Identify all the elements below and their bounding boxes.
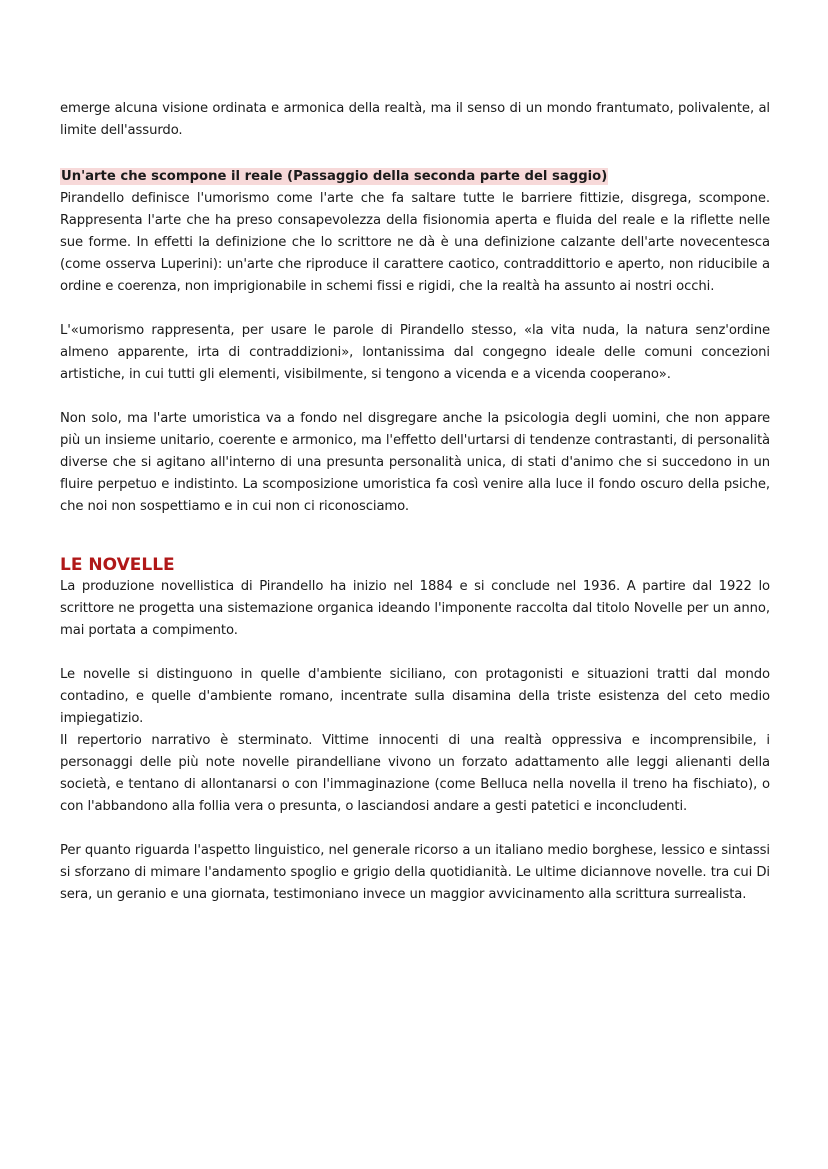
section-heading-highlighted: Un'arte che scompone il reale (Passaggio della seconda parte del saggio) bbox=[61, 169, 608, 184]
intro-paragraph: emerge alcuna visione ordinata e armonica della realtà, ma il senso di un mondo frantumato, polivalente, al limite dell'assurdo. bbox=[60, 101, 770, 138]
spacer bbox=[60, 818, 770, 840]
paragraph-umorismo-psicologia: Non solo, ma l'arte umoristica va a fondo nel disgregare anche la psicologia degli uomini, che non appare più un insieme unitario, coerente e armonico, ma l'effetto dell'urtarsi di tendenze contrastanti, di personalità diverse che si agitano all'interno di una presunta personalità unica, di stati d'animo che si succedono in un fluire perpetuo e indistinto. La scomposizione umoristica fa così venire alla luce il fondo oscuro della psiche, che noi non sospettiamo e in cui non ci riconosciamo. bbox=[60, 411, 770, 514]
section-novelle bbox=[60, 554, 770, 906]
spacer bbox=[60, 518, 770, 554]
spacer bbox=[60, 298, 770, 320]
section-heading-wrapper bbox=[60, 164, 770, 188]
paragraph-novelle-ambienti: Le novelle si distinguono in quelle d'ambiente siciliano, con protagonisti e situazioni tratti dal mondo contadino, e quelle d'ambiente romano, incentrate sulla disamina della triste esistenza del ceto medio impiegatizio. bbox=[60, 667, 770, 726]
section-title-novelle: LE NOVELLE bbox=[60, 555, 175, 575]
spacer bbox=[60, 386, 770, 408]
paragraph-novelle-linguistico: Per quanto riguarda l'aspetto linguistico, nel generale ricorso a un italiano medio borghese, lessico e sintassi si sforzano di mimare l'andamento spoglio e grigio della quotidianità. Le ultime diciannove novelle. tra cui Di sera, un geranio e una giornata, testimoniano invece un maggior avvicinamento alla scrittura surrealista. bbox=[60, 843, 770, 902]
section-umorismo bbox=[60, 164, 770, 518]
paragraph-umorismo-quote: L'«umorismo rappresenta, per usare le parole di Pirandello stesso, «la vita nuda, la natura senz'ordine almeno apparente, irta di contraddizioni», lontanissima dal congegno ideale delle comuni concezioni artistiche, in cui tutti gli elementi, visibilmente, si tengono a vicenda e a vicenda cooperano». bbox=[60, 323, 770, 382]
document-page bbox=[60, 98, 770, 906]
paragraph-umorismo-definition: Pirandello definisce l'umorismo come l'arte che fa saltare tutte le barriere fittizie, disgrega, scompone. Rappresenta l'arte che ha preso consapevolezza della fisionomia aperta e fluida del reale e la riflette nelle sue forme. In effetti la definizione che lo scrittore ne dà è una definizione calzante dell'arte novecentesca (come osserva Luperini): un'arte che riproduce il carattere caotico, contraddittorio e aperto, non riducibile a ordine e coerenza, non imprigionabile in schemi fissi e rigidi, che la realtà ha assunto ai nostri occhi. bbox=[60, 191, 770, 294]
paragraph-novelle-repertorio: Il repertorio narrativo è sterminato. Vittime innocenti di una realtà oppressiva e incomprensibile, i personaggi delle più note novelle pirandelliane vivono un forzato adattamento alle leggi alienanti della società, e tentano di allontanarsi o con l'immaginazione (come Belluca nella novella il treno ha fischiato), o con l'abbandono alla follia vera o presunta, o lasciandosi andare a gesti patetici e inconcludenti. bbox=[60, 733, 770, 814]
spacer bbox=[60, 142, 770, 164]
spacer bbox=[60, 642, 770, 664]
paragraph-novelle-produzione: La produzione novellistica di Pirandello ha inizio nel 1884 e si conclude nel 1936. A partire dal 1922 lo scrittore ne progetta una sistemazione organica ideando l'imponente raccolta dal titolo Novelle per un anno, mai portata a compimento. bbox=[60, 579, 770, 638]
